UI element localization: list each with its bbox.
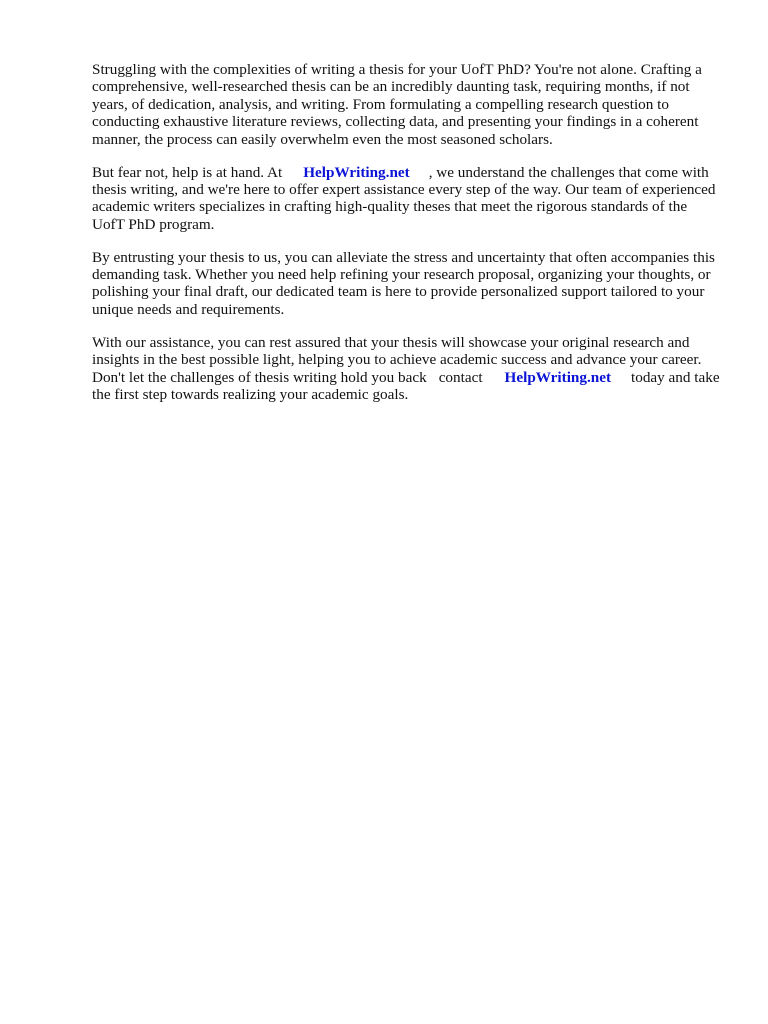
paragraph-entrusting: [92, 249, 722, 319]
helpwriting-link-2[interactable]: HelpWriting.net: [504, 368, 612, 386]
paragraph-assistance-contact-text: contact: [438, 368, 483, 386]
paragraph-help: [92, 164, 722, 234]
paragraph-help-text-start: But fear not, help is at hand. At: [92, 163, 283, 181]
helpwriting-link-1[interactable]: HelpWriting.net: [303, 163, 410, 181]
document-page: [92, 61, 722, 419]
paragraph-assistance: [92, 334, 722, 404]
paragraph-assistance-text-end: today and take the first step towards realizing your academic goals.: [92, 368, 720, 403]
paragraph-help-text-end: , we understand the challenges that come with thesis writing, and we're here to offer expert assistance every step of the way. Our team of experienced academic writers specializes in crafting high-quality theses that meet the rigorous standards of the UofT PhD program.: [92, 163, 716, 233]
paragraph-intro: [92, 61, 722, 148]
paragraph-entrusting-text: By entrusting your thesis to us, you can alleviate the stress and uncertainty that often accompanies this demanding task. Whether you need help refining your research proposal, organizing your thoughts, or polishing your final draft, our dedicated team is here to provide personalized support tailored to your unique needs and requirements.: [92, 248, 715, 318]
paragraph-intro-text: Struggling with the complexities of writing a thesis for your UofT PhD? You're not alone. Crafting a comprehensive, well-researched thesis can be an incredibly daunting task, requiring months, if not years, of dedication, analysis, and writing. From formulating a compelling research question to conducting exhaustive literature reviews, collecting data, and presenting your findings in a coherent manner, the process can easily overwhelm even the most seasoned scholars.: [92, 61, 702, 148]
paragraph-assistance-text-start: With our assistance, you can rest assured that your thesis will showcase your original research and insights in the best possible light, helping you to achieve academic success and advance your career. Don't let the challenges of thesis writing hold you back: [92, 333, 702, 386]
